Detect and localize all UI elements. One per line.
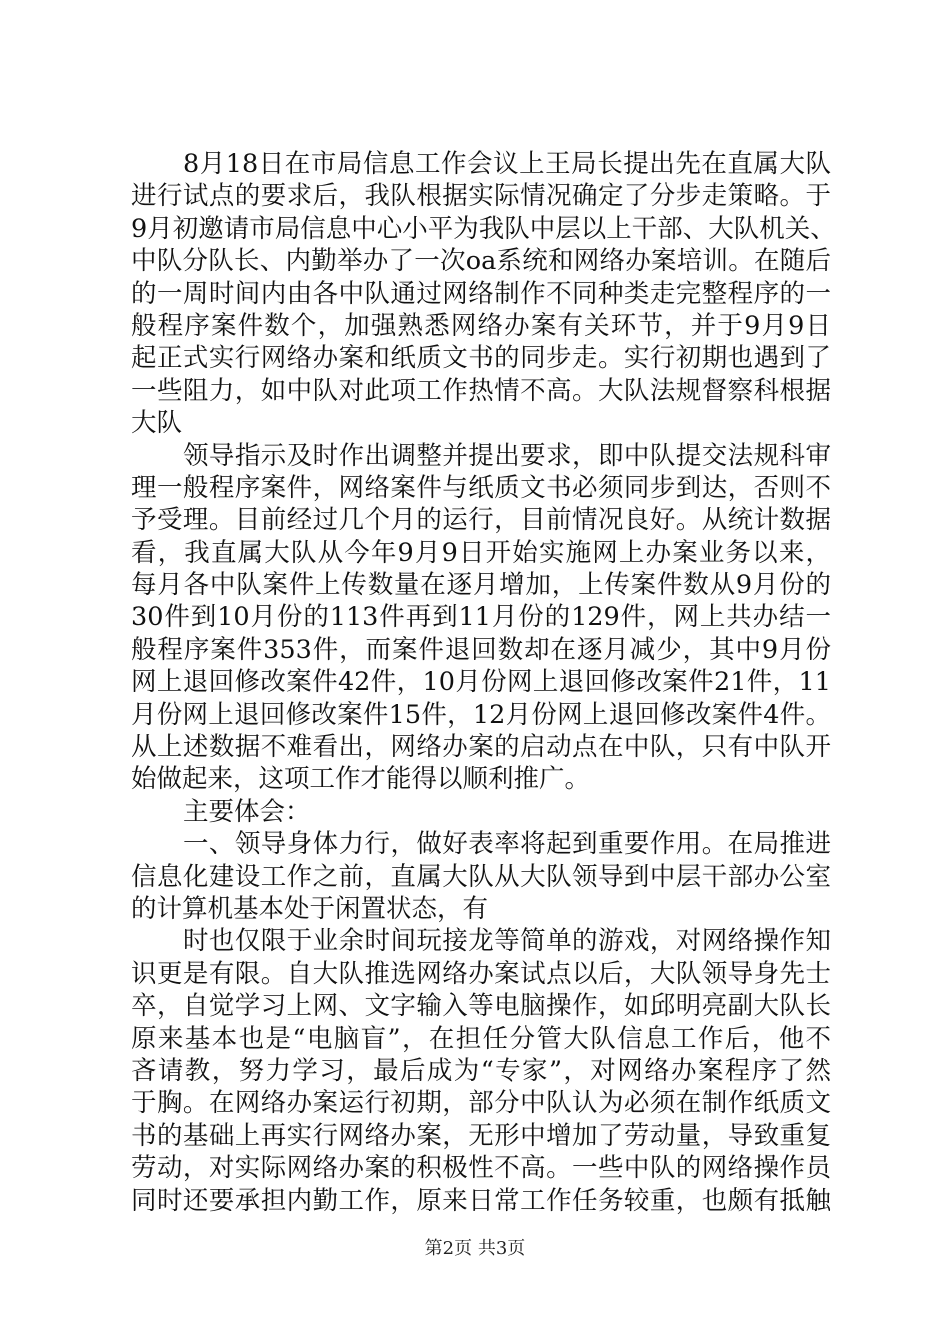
- text-line: 同时还要承担内勤工作，原来日常工作任务较重，也颇有抵触: [131, 1185, 831, 1216]
- text-line: 一、领导身体力行，做好表率将起到重要作用。在局推进: [183, 829, 831, 860]
- text-line: 信息化建设工作之前，直属大队从大队领导到中层干部办公室: [131, 861, 831, 892]
- text-line: 吝请教，努力学习，最后成为“专家”，对网络办案程序了然: [131, 1055, 831, 1086]
- text-line: 领导指示及时作出调整并提出要求，即中队提交法规科审: [183, 440, 831, 471]
- page-footer: 第2页 共3页: [424, 1238, 526, 1259]
- text-line: 主要体会：: [183, 796, 311, 827]
- text-line: 8月18日在市局信息工作会议上王局长提出先在直属大队: [183, 149, 831, 179]
- text-line: 大队: [131, 408, 183, 439]
- text-line: 书的基础上再实行网络办案，无形中增加了劳动量，导致重复: [131, 1120, 831, 1151]
- text-line: 每月各中队案件上传数量在逐月增加，上传案件数从9月份的: [131, 570, 831, 601]
- text-line: 从上述数据不难看出，网络办案的启动点在中队，只有中队开: [131, 732, 831, 763]
- text-line: 的一周时间内由各中队通过网络制作不同种类走完整程序的一: [131, 278, 831, 309]
- text-line: 30件到10月份的113件再到11月份的129件，网上共办结一: [131, 602, 831, 633]
- text-line: 理一般程序案件，网络案件与纸质文书必须同步到达，否则不: [131, 472, 831, 503]
- text-line: 一些阻力，如中队对此项工作热情不高。大队法规督察科根据: [131, 375, 831, 406]
- text-line: 进行试点的要求后，我队根据实际情况确定了分步走策略。于: [131, 181, 831, 212]
- text-line: 网上退回修改案件42件，10月份网上退回修改案件21件，11: [131, 667, 831, 698]
- text-line: 月份网上退回修改案件15件，12月份网上退回修改案件4件。: [131, 699, 831, 730]
- text-line: 9月初邀请市局信息中心小平为我队中层以上干部、大队机关、: [131, 213, 836, 244]
- text-line: 看，我直属大队从今年9月9日开始实施网上办案业务以来，: [131, 537, 831, 568]
- text-line: 般程序案件数个，加强熟悉网络办案有关环节，并于9月9日: [131, 310, 831, 341]
- text-line: 予受理。目前经过几个月的运行，目前情况良好。从统计数据: [131, 505, 831, 536]
- text-line: 于胸。在网络办案运行初期，部分中队认为必须在制作纸质文: [131, 1088, 831, 1119]
- text-line: 时也仅限于业余时间玩接龙等简单的游戏，对网络操作知: [183, 926, 831, 957]
- text-line: 识更是有限。自大队推选网络办案试点以后，大队领导身先士: [131, 958, 831, 989]
- text-line: 的计算机基本处于闲置状态，有: [131, 893, 489, 924]
- text-line: 般程序案件353件，而案件退回数却在逐月减少，其中9月份: [131, 634, 831, 665]
- text-line: 劳动，对实际网络办案的积极性不高。一些中队的网络操作员: [131, 1153, 831, 1184]
- text-line: 始做起来，这项工作才能得以顺利推广。: [131, 764, 591, 795]
- text-line: 中队分队长、内勤举办了一次oa系统和网络办案培训。在随后: [131, 246, 831, 277]
- document-body: [131, 148, 836, 1217]
- text-line: 起正式实行网络办案和纸质文书的同步走。实行初期也遇到了: [131, 343, 831, 374]
- text-line: 原来基本也是“电脑盲”，在担任分管大队信息工作后，他不: [131, 1023, 831, 1054]
- text-line: 卒，自觉学习上网、文字输入等电脑操作，如邱明亮副大队长: [131, 991, 831, 1022]
